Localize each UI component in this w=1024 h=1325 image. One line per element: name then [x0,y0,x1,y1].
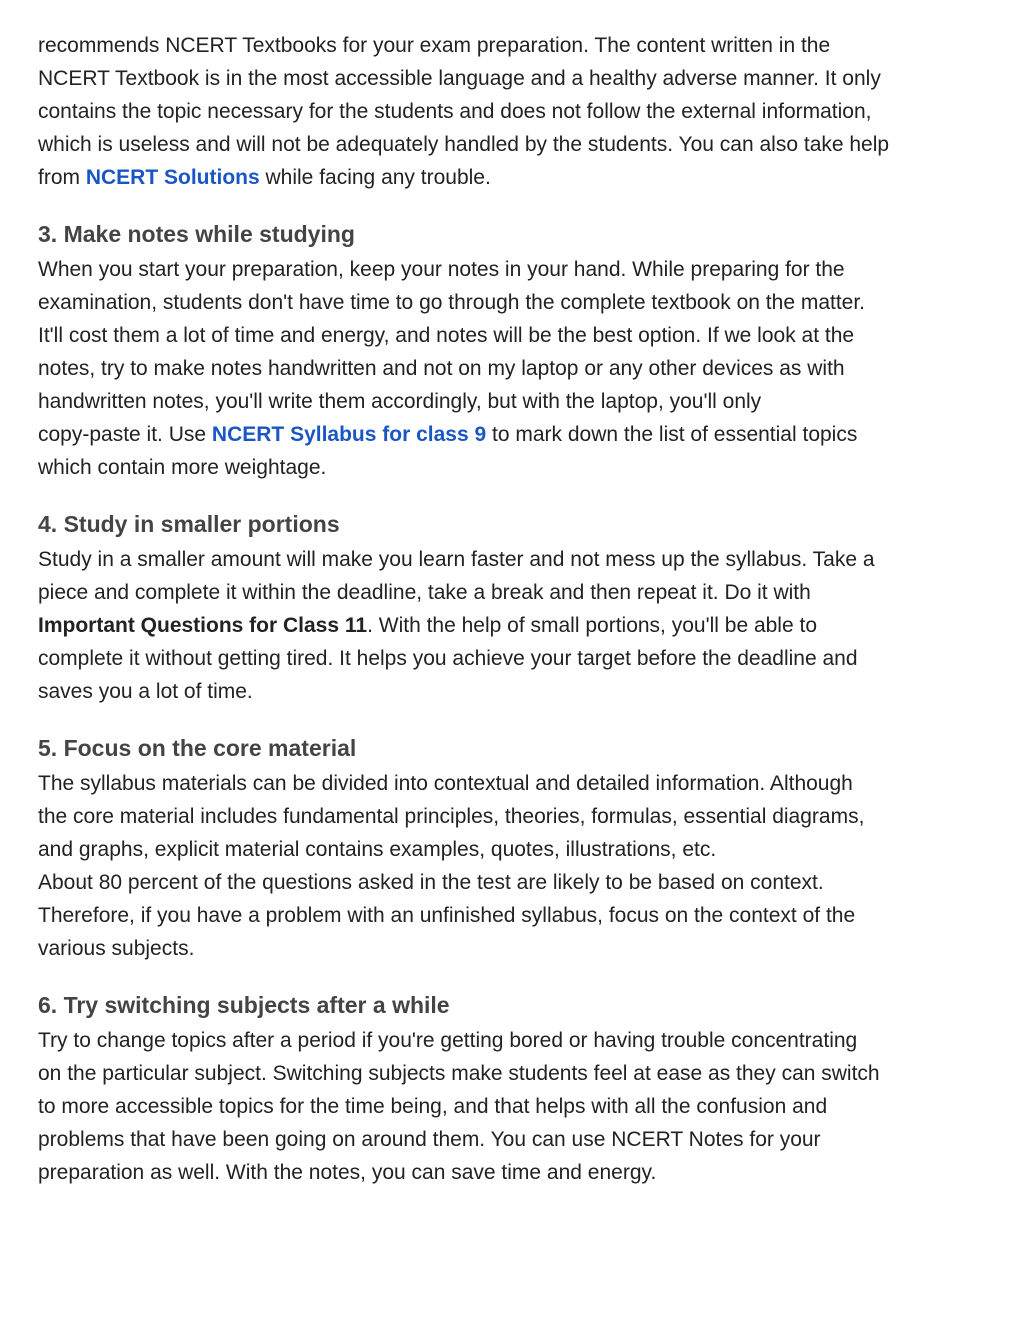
important-questions-bold-text: Important Questions for Class 11 [38,614,368,637]
section-heading-make-notes: 3. Make notes while studying [38,221,355,247]
section-paragraph [38,543,918,708]
paragraph-line: problems that have been going on around them. You can use NCERT Notes for your [38,1128,821,1151]
paragraph-line [38,418,918,451]
section-paragraph [38,253,918,484]
paragraph-line: the core material includes fundamental principles, theories, formulas, essential diagrams, [38,805,865,828]
section-heading-smaller-portions: 4. Study in smaller portions [38,511,340,537]
paragraph-line [38,161,918,194]
paragraph-line: which contain more weightage. [38,456,327,479]
paragraph-line: NCERT Textbook is in the most accessible language and a healthy adverse manner. It only [38,67,881,90]
paragraph-line: The syllabus materials can be divided into contextual and detailed information. Although [38,772,853,795]
paragraph-line: handwritten notes, you'll write them accordingly, but with the laptop, you'll only [38,390,762,413]
paragraph-line: Therefore, if you have a problem with an unfinished syllabus, focus on the context of the [38,904,856,927]
line-text: . With the help of small portions, you'll be able to [367,614,818,637]
paragraph-line: It'll cost them a lot of time and energy, and notes will be the best option. If we look at the [38,324,855,347]
paragraph-line: various subjects. [38,937,195,960]
paragraph-line: piece and complete it within the deadline, take a break and then repeat it. Do it with [38,581,811,604]
paragraph-line: Try to change topics after a period if you're getting bored or having trouble concentrating [38,1029,858,1052]
paragraph-line: which is useless and will not be adequately handled by the students. You can also take help [38,133,890,156]
ncert-syllabus-class-9-link[interactable]: NCERT Syllabus for class 9 [211,423,487,446]
ncert-solutions-link[interactable]: NCERT Solutions [85,166,260,189]
paragraph-line: on the particular subject. Switching subjects make students feel at ease as they can switch [38,1062,880,1085]
paragraph-line: saves you a lot of time. [38,680,253,703]
section-heading-switching-subjects: 6. Try switching subjects after a while [38,992,450,1018]
paragraph-line: to more accessible topics for the time being, and that helps with all the confusion and [38,1095,828,1118]
paragraph-line: and graphs, explicit material contains examples, quotes, illustrations, etc. [38,838,717,861]
paragraph-line: About 80 percent of the questions asked in the test are likely to be based on context. [38,871,824,894]
line-text: copy-paste it. Use [38,423,212,446]
paragraph-line: notes, try to make notes handwritten and not on my laptop or any other devices as with [38,357,845,380]
intro-paragraph [38,29,918,194]
paragraph-line: complete it without getting tired. It helps you achieve your target before the deadline and [38,647,858,670]
paragraph-line: contains the topic necessary for the students and does not follow the external information, [38,100,872,123]
section-paragraph [38,1024,918,1189]
section-heading-core-material: 5. Focus on the core material [38,735,357,761]
line-text: from [38,166,86,189]
paragraph-line: examination, students don't have time to go through the complete textbook on the matter. [38,291,866,314]
document-page [38,29,918,1189]
paragraph-line: When you start your preparation, keep your notes in your hand. While preparing for the [38,258,845,281]
section-paragraph [38,767,918,965]
line-text: while facing any trouble. [259,166,491,189]
line-text: to mark down the list of essential topics [486,423,858,446]
paragraph-line: preparation as well. With the notes, you can save time and energy. [38,1161,657,1184]
paragraph-line [38,609,918,642]
paragraph-line: Study in a smaller amount will make you learn faster and not mess up the syllabus. Take a [38,548,875,571]
paragraph-line: recommends NCERT Textbooks for your exam preparation. The content written in the [38,34,831,57]
